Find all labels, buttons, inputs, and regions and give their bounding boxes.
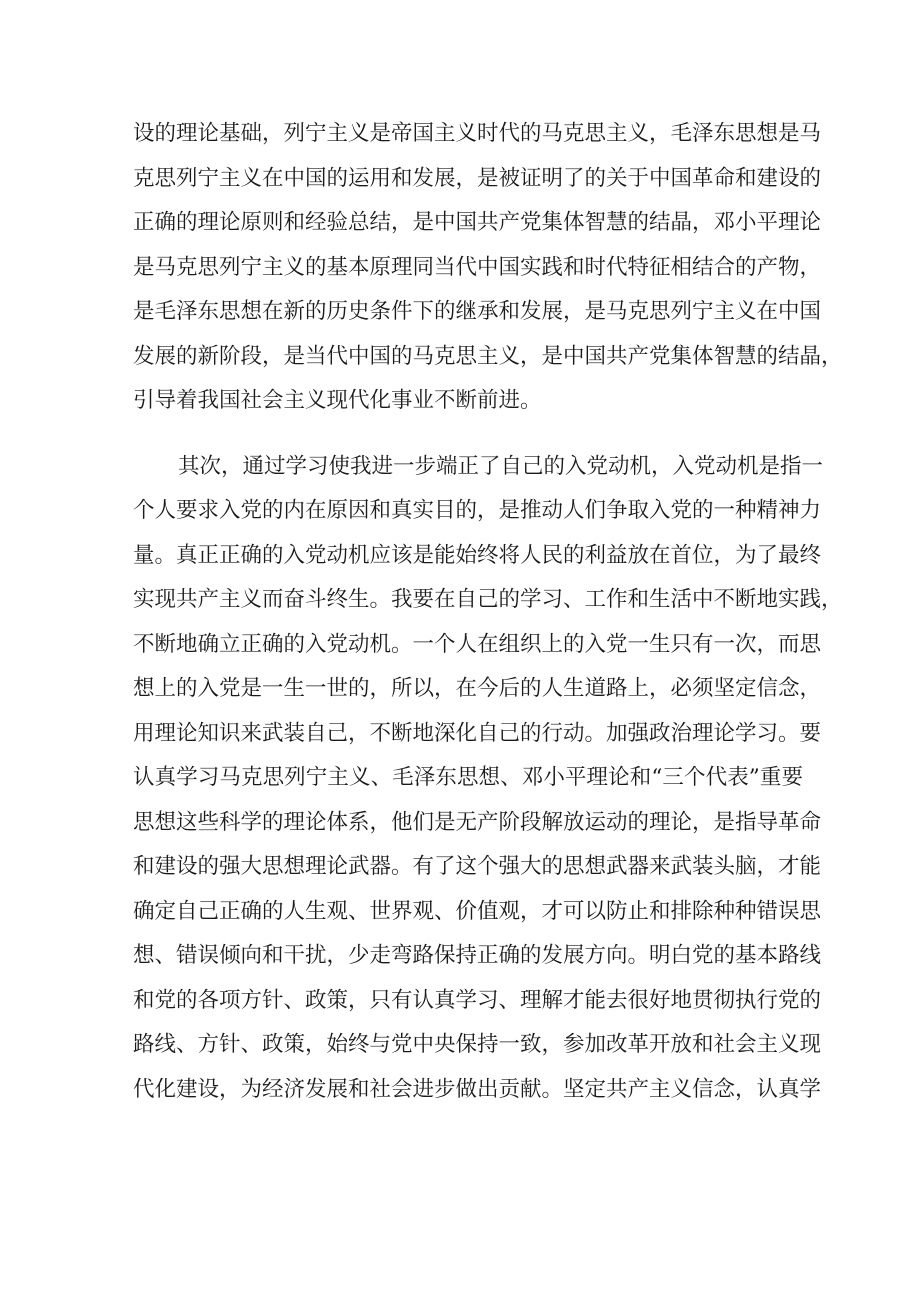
text-line: 路线、方针、政策，始终与党中央保持一致，参加改革开放和社会主义现 bbox=[133, 1032, 822, 1057]
paragraph-1 bbox=[133, 112, 843, 424]
paragraph-spacer bbox=[133, 424, 803, 445]
text-line: 量。真正正确的入党动机应该是能始终将人民的利益放在首位，为了最终 bbox=[133, 542, 822, 568]
paragraph-2 bbox=[133, 445, 843, 1113]
text-line: 实现共产主义而奋斗终生。我要在自己的学习、工作和生活中不断地实践， bbox=[133, 587, 843, 612]
text-line: 想、错误倾向和干扰，少走弯路保持正确的发展方向。明白党的基本路线 bbox=[133, 943, 822, 968]
text-line: 正确的理论原则和经验总结，是中国共产党集体智慧的结晶，邓小平理论 bbox=[133, 210, 822, 235]
text-line: 和建设的强大思想理论武器。有了这个强大的思想武器来武装头脑，才能 bbox=[133, 854, 822, 879]
text-line: 发展的新阶段，是当代中国的马克思主义，是中国共产党集体智慧的结晶， bbox=[133, 343, 843, 369]
text-line: 引导着我国社会主义现代化事业不断前进。 bbox=[133, 388, 542, 413]
text-line: 是毛泽东思想在新的历史条件下的继承和发展，是马克思列宁主义在中国 bbox=[133, 299, 822, 324]
text-line: 想上的入党是一生一世的，所以，在今后的人生道路上，必须坚定信念， bbox=[133, 676, 822, 701]
text-line: 设的理论基础，列宁主义是帝国主义时代的马克思主义，毛泽东思想是马 bbox=[133, 121, 822, 146]
text-line: 是马克思列宁主义的基本原理同当代中国实践和时代特征相结合的产物， bbox=[133, 254, 822, 280]
text-line: 用理论知识来武装自己，不断地深化自己的行动。加强政治理论学习。要 bbox=[133, 720, 822, 746]
text-line: 个人要求入党的内在原因和真实目的，是推动人们争取入党的一种精神力 bbox=[133, 498, 822, 523]
text-line: 思想这些科学的理论体系，他们是无产阶段解放运动的理论，是指导革命 bbox=[133, 809, 822, 835]
text-line: 克思列宁主义在中国的运用和发展，是被证明了的关于中国革命和建设的 bbox=[133, 165, 822, 191]
text-line-first: 其次，通过学习使我进一步端正了自己的入党动机，入党动机是指一 bbox=[178, 453, 824, 479]
text-line: 和党的各项方针、政策，只有认真学习、理解才能去很好地贯彻执行党的 bbox=[133, 987, 822, 1013]
text-line: 代化建设，为经济发展和社会进步做出贡献。坚定共产主义信念，认真学 bbox=[133, 1076, 822, 1102]
text-line: 确定自己正确的人生观、世界观、价值观，才可以防止和排除种种错误思 bbox=[133, 898, 822, 924]
text-line: 不断地确立正确的入党动机。一个人在组织上的入党一生只有一次，而思 bbox=[133, 631, 822, 657]
text-line: 认真学习马克思列宁主义、毛泽东思想、邓小平理论和“三个代表”重要 bbox=[133, 765, 803, 790]
document-body bbox=[133, 112, 843, 1112]
